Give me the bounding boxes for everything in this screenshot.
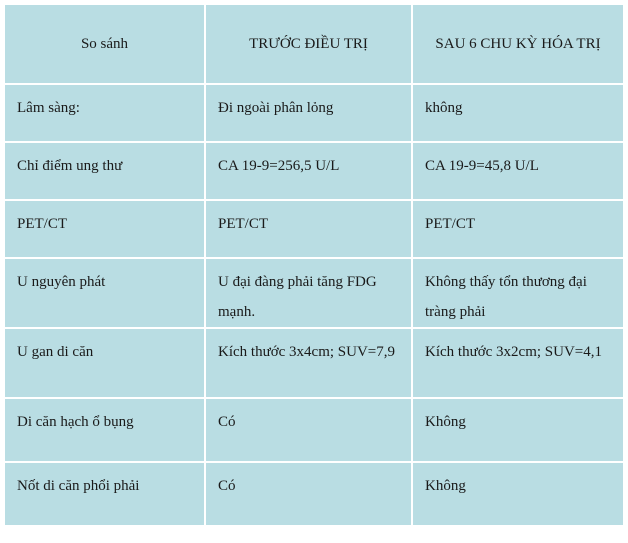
comparison-table [3, 3, 625, 527]
cell-before-lung-metastasis: Có [205, 462, 412, 526]
cell-after-pet-ct: PET/CT [412, 200, 624, 258]
table-row [4, 200, 624, 258]
row-label-pet-ct: PET/CT [4, 200, 205, 258]
cell-before-clinical: Đi ngoài phân lỏng [205, 84, 412, 142]
table-row [4, 328, 624, 398]
row-label-primary-tumor: U nguyên phát [4, 258, 205, 328]
cell-after-liver-metastasis: Kích thước 3x2cm; SUV=4,1 [412, 328, 624, 398]
cell-before-abdominal-lymph: Có [205, 398, 412, 462]
header-before-treatment: TRƯỚC ĐIỀU TRỊ [205, 4, 412, 84]
header-comparison: So sánh [4, 4, 205, 84]
table-header-row [4, 4, 624, 84]
row-label-clinical: Lâm sàng: [4, 84, 205, 142]
row-label-liver-metastasis: U gan di căn [4, 328, 205, 398]
table-row [4, 398, 624, 462]
cell-before-liver-metastasis: Kích thước 3x4cm; SUV=7,9 [205, 328, 412, 398]
cell-after-tumor-marker: CA 19-9=45,8 U/L [412, 142, 624, 200]
cropped-caption-fragment [0, 532, 628, 543]
cell-after-clinical: không [412, 84, 624, 142]
cell-before-tumor-marker: CA 19-9=256,5 U/L [205, 142, 412, 200]
cell-before-pet-ct: PET/CT [205, 200, 412, 258]
comparison-table-container [3, 3, 623, 527]
table-row [4, 84, 624, 142]
table-row [4, 258, 624, 328]
cell-before-primary-tumor: U đại đàng phải tăng FDG mạnh. [205, 258, 412, 328]
row-label-tumor-marker: Chỉ điểm ung thư [4, 142, 205, 200]
cell-after-abdominal-lymph: Không [412, 398, 624, 462]
cell-after-primary-tumor: Không thấy tổn thương đại tràng phải [412, 258, 624, 328]
cell-after-lung-metastasis: Không [412, 462, 624, 526]
row-label-abdominal-lymph: Di căn hạch ổ bụng [4, 398, 205, 462]
table-row [4, 142, 624, 200]
row-label-lung-metastasis: Nốt di căn phổi phải [4, 462, 205, 526]
table-row [4, 462, 624, 526]
header-after-chemo: SAU 6 CHU KỲ HÓA TRỊ [412, 4, 624, 84]
